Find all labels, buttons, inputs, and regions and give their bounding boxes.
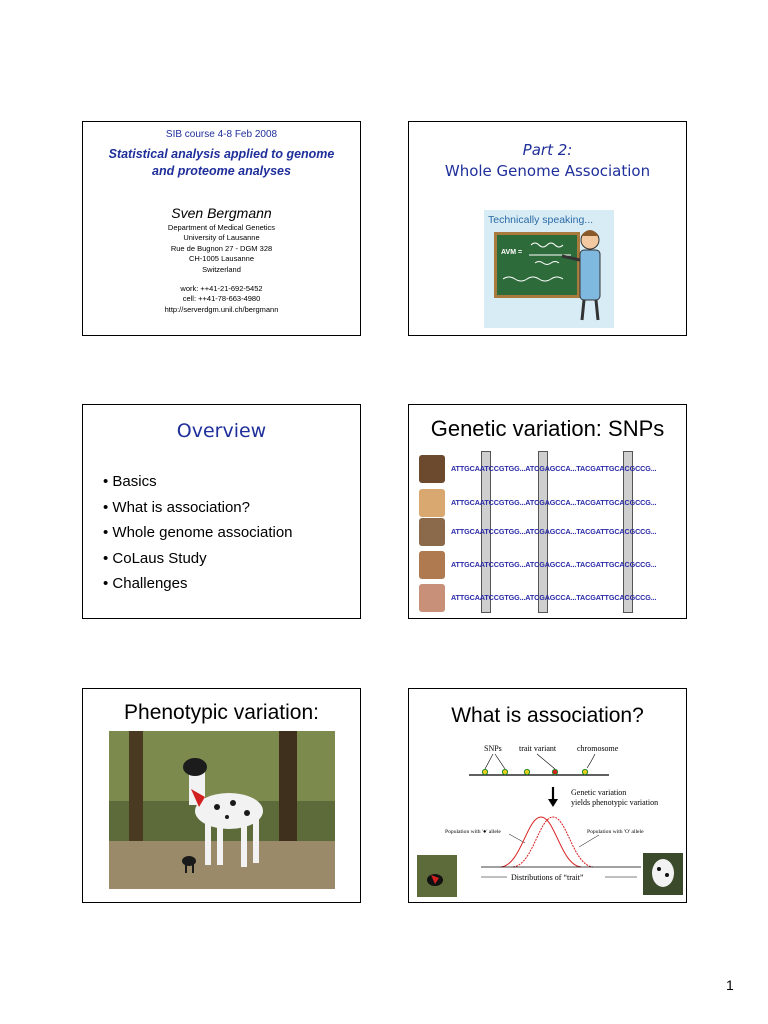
population-dot-label: Population with '●' allele — [445, 829, 501, 835]
dog-photo — [109, 731, 335, 889]
snps-label: SNPs — [484, 744, 502, 753]
talk-title-line-2: and proteome analyses — [152, 164, 291, 178]
distribution-curve-o — [513, 817, 593, 867]
chromosome-label: chromosome — [577, 744, 619, 753]
board-formula: AVM = — [501, 249, 523, 256]
cartoon-caption: Technically speaking... — [488, 214, 594, 226]
distribution-curve-dot — [501, 817, 581, 867]
slide-overview — [82, 404, 361, 619]
slide-part2 — [408, 121, 687, 336]
affiliation-line: Rue de Bugnon 27 - DGM 328 — [170, 243, 273, 253]
slide-heading: Whole Genome Association — [444, 162, 651, 180]
affiliation-line: CH-1005 Lausanne — [188, 254, 255, 264]
teacher-figure-icon — [484, 210, 614, 328]
slide-association — [408, 688, 687, 903]
dna-sequence: ATTGCAATCCGTGG...ATCGAGCCA...TACGATTGCACGCCG... — [451, 593, 657, 602]
genetic-variation-label: Genetic variation — [571, 788, 627, 797]
part-label: Part 2: — [522, 141, 573, 159]
affiliation — [83, 223, 360, 275]
slide-heading: Phenotypic variation: — [124, 701, 319, 724]
affiliation-line: University of Lausanne — [183, 233, 260, 243]
work-phone: work: ++41-21-692-5452 — [180, 284, 263, 293]
slide-phenotypic-variation — [82, 688, 361, 903]
phenotypic-variation-label: yields phenotypic variation — [571, 798, 659, 807]
person-photo — [419, 455, 445, 483]
slide-heading: What is association? — [451, 704, 644, 727]
snp-row — [419, 551, 679, 579]
homepage-url: http://serverdgm.unil.ch/bergmann — [164, 304, 279, 314]
person-photo — [419, 551, 445, 579]
population-o-label: Population with 'O' allele — [587, 829, 644, 835]
cell-phone: cell: ++41-78-663-4980 — [182, 294, 261, 304]
list-item: • Basics — [103, 473, 157, 490]
person-photo — [419, 584, 445, 612]
slide-heading: Overview — [176, 420, 267, 442]
snp-row — [419, 455, 679, 483]
snp-row — [419, 584, 679, 612]
dna-sequence: ATTGCAATCCGTGG...ATCGAGCCA...TACGATTGCACGCCG... — [451, 498, 657, 507]
list-item: • Challenges — [103, 575, 188, 592]
snp-row — [419, 489, 679, 517]
slide-snps — [408, 404, 687, 619]
affiliation-line: Department of Medical Genetics — [167, 223, 276, 232]
dna-sequence: ATTGCAATCCGTGG...ATCGAGCCA...TACGATTGCACGCCG... — [451, 464, 657, 473]
list-item: • CoLaus Study — [103, 549, 207, 567]
person-photo — [419, 518, 445, 546]
author-name: Sven Bergmann — [171, 205, 272, 221]
bullet-list — [103, 469, 293, 597]
trait-variant-label: trait variant — [519, 744, 557, 753]
slide-title — [82, 121, 361, 336]
association-diagram — [409, 735, 686, 901]
dna-sequence: ATTGCAATCCGTGG...ATCGAGCCA...TACGATTGCACGCCG... — [451, 527, 657, 536]
talk-title — [83, 146, 360, 180]
list-item: • What is association? — [103, 498, 250, 516]
course-name: SIB course 4-8 Feb 2008 — [165, 129, 278, 140]
slide-heading: Genetic variation: SNPs — [430, 416, 665, 441]
distribution-label: Distributions of “trait” — [511, 873, 584, 882]
dna-sequence: ATTGCAATCCGTGG...ATCGAGCCA...TACGATTGCACGCCG... — [451, 560, 657, 569]
person-photo — [419, 489, 445, 517]
teacher-cartoon — [484, 210, 614, 328]
talk-title-line-1: Statistical analysis applied to genome — [108, 147, 335, 161]
snp-row — [419, 518, 679, 546]
affiliation-line: Switzerland — [202, 264, 241, 274]
list-item: • Whole genome association — [103, 524, 293, 541]
page-number: 1 — [726, 977, 734, 993]
contact-info — [83, 284, 360, 315]
